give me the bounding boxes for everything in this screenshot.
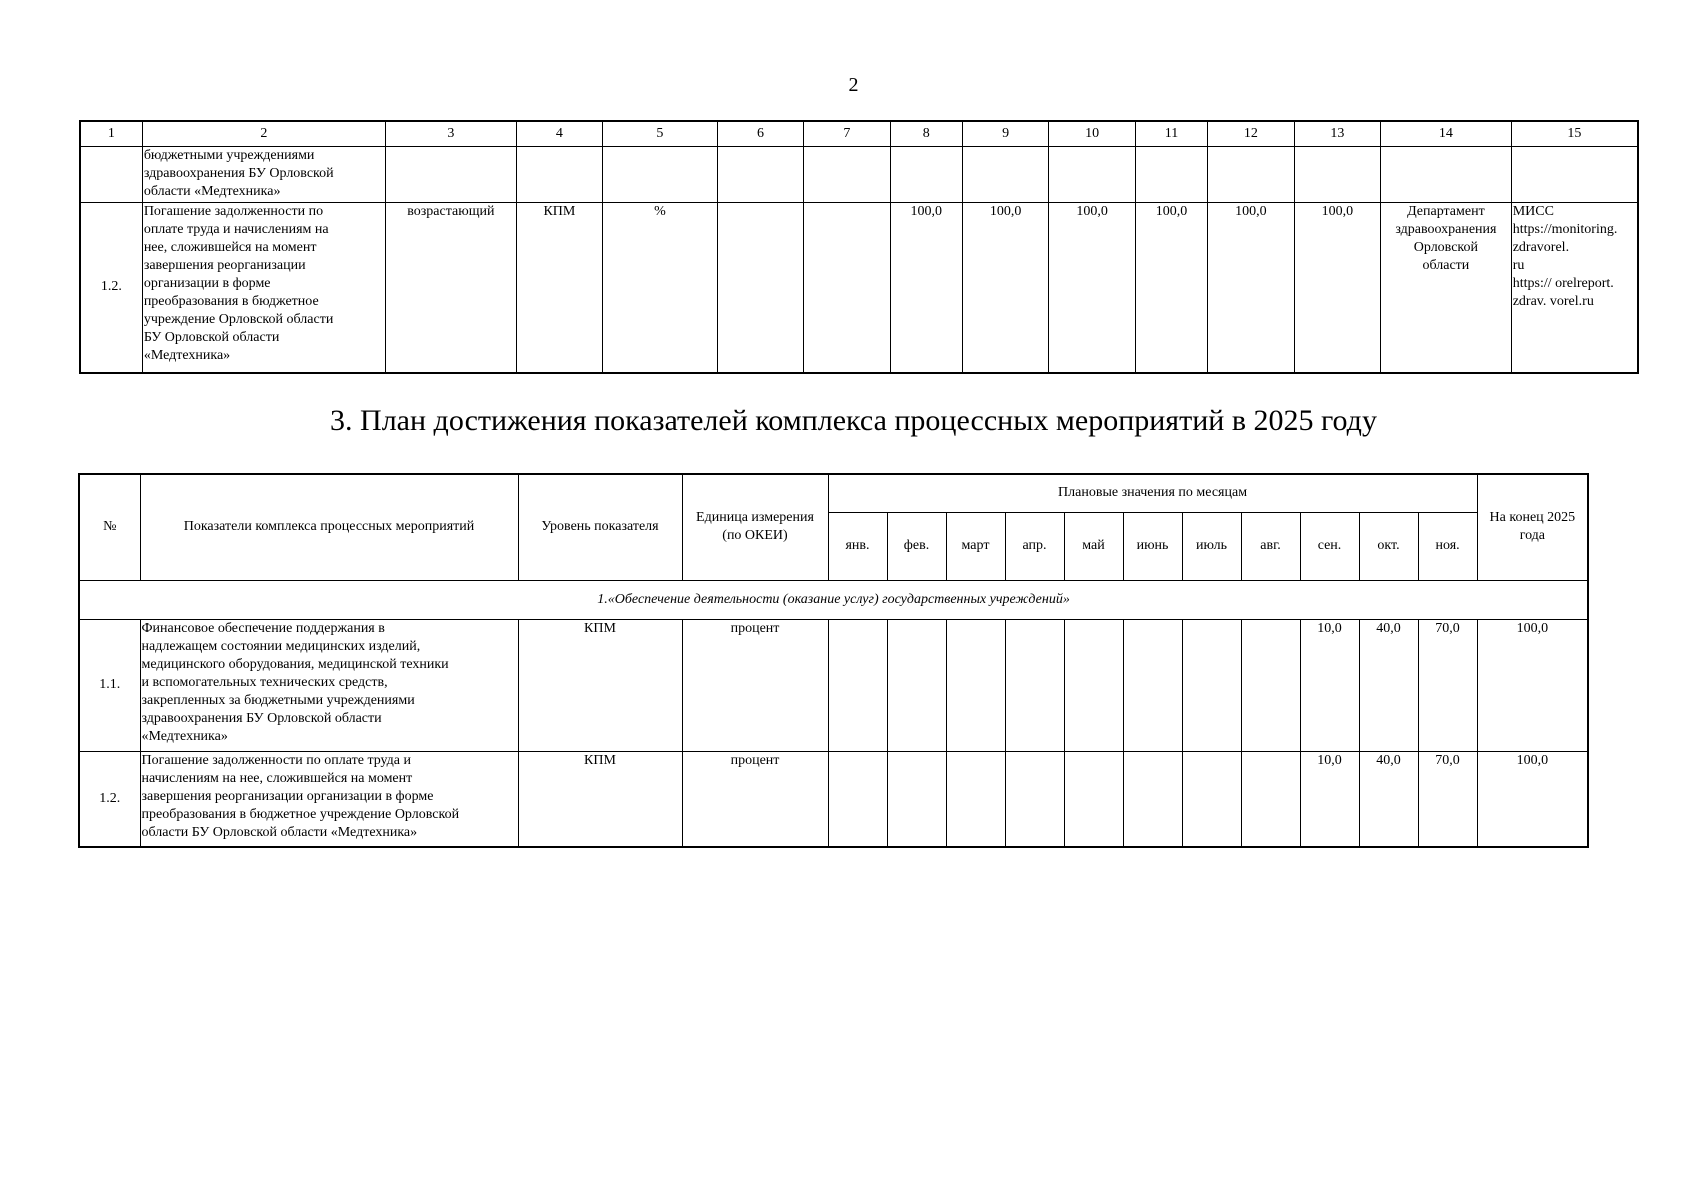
month-value: 40,0 xyxy=(1359,751,1418,847)
measure-unit: процент xyxy=(682,751,828,847)
month-value: 10,0 xyxy=(1300,751,1359,847)
month-header: апр. xyxy=(1005,512,1064,580)
info-source xyxy=(1511,147,1638,203)
column-number: 12 xyxy=(1208,121,1294,147)
month-value xyxy=(1182,619,1241,751)
month-value xyxy=(1182,751,1241,847)
month-header: янв. xyxy=(828,512,887,580)
indicators-continuation-table xyxy=(79,120,1639,374)
row-number: 1.2. xyxy=(80,203,142,373)
column-number: 15 xyxy=(1511,121,1638,147)
indicator-level: возрастающий xyxy=(386,203,517,373)
month-value: 40,0 xyxy=(1359,619,1418,751)
column-number: 13 xyxy=(1294,121,1380,147)
month-value xyxy=(1123,619,1182,751)
month-value xyxy=(887,751,946,847)
cell-10 xyxy=(1049,147,1135,203)
month-header: март xyxy=(946,512,1005,580)
cell-9: 100,0 xyxy=(962,203,1048,373)
column-number: 4 xyxy=(516,121,602,147)
col-header-level: Уровень показателя xyxy=(518,474,682,580)
month-header: ноя. xyxy=(1418,512,1477,580)
monthly-plan-table xyxy=(78,473,1589,848)
month-header: авг. xyxy=(1241,512,1300,580)
group-row xyxy=(79,580,1588,619)
responsible-body xyxy=(1381,147,1512,203)
table-row xyxy=(80,147,1638,203)
month-value xyxy=(946,619,1005,751)
column-number: 3 xyxy=(386,121,517,147)
table-row xyxy=(80,203,1638,373)
indicator-type xyxy=(516,147,602,203)
month-header: сен. xyxy=(1300,512,1359,580)
indicator-type: КПМ xyxy=(516,203,602,373)
table-row xyxy=(79,619,1588,751)
indicator-name: Финансовое обеспечение поддержания в надлежащем состоянии медицинских изделий, медицинского оборудования, медицинской техники и вспомогательных технических средств, закрепленных за бюджетными учреждениями здравоохранения БУ Орловской области «Медтехника» xyxy=(140,619,518,751)
row-number: 1.2. xyxy=(79,751,140,847)
month-value xyxy=(1241,619,1300,751)
column-number-row xyxy=(80,121,1638,147)
cell-12 xyxy=(1208,147,1294,203)
month-value xyxy=(1241,751,1300,847)
month-value xyxy=(1123,751,1182,847)
column-number: 7 xyxy=(804,121,890,147)
month-value xyxy=(828,751,887,847)
column-number: 1 xyxy=(80,121,142,147)
year-end-value: 100,0 xyxy=(1477,751,1588,847)
row-number: 1.1. xyxy=(79,619,140,751)
group-title: 1.«Обеспечение деятельности (оказание услуг) государственных учреждений» xyxy=(79,580,1588,619)
cell-8 xyxy=(890,147,962,203)
info-source: МИСС https://monitoring. zdravorel. ru https:// orelreport. zdrav. vorel.ru xyxy=(1511,203,1638,373)
cell-6 xyxy=(717,147,803,203)
year-end-value: 100,0 xyxy=(1477,619,1588,751)
indicator-level xyxy=(386,147,517,203)
column-number: 9 xyxy=(962,121,1048,147)
month-header: июнь xyxy=(1123,512,1182,580)
cell-7 xyxy=(804,203,890,373)
col-header-planned-values: Плановые значения по месяцам xyxy=(828,474,1477,512)
column-number: 11 xyxy=(1135,121,1207,147)
month-header: фев. xyxy=(887,512,946,580)
month-header: окт. xyxy=(1359,512,1418,580)
cell-13 xyxy=(1294,147,1380,203)
column-number: 6 xyxy=(717,121,803,147)
indicator-name: Погашение задолженности по оплате труда и начислениям на нее, сложившейся на момент завершения реорганизации организации в форме преобразования в бюджетное учреждение Орловской области БУ Орловской области «Медтехника» xyxy=(140,751,518,847)
indicator-level: КПМ xyxy=(518,619,682,751)
month-header: июль xyxy=(1182,512,1241,580)
measure-unit: % xyxy=(603,203,718,373)
indicator-level: КПМ xyxy=(518,751,682,847)
cell-11: 100,0 xyxy=(1135,203,1207,373)
column-number: 14 xyxy=(1381,121,1512,147)
section-title: 3. План достижения показателей комплекса процессных мероприятий в 2025 году xyxy=(330,404,1377,437)
measure-unit: процент xyxy=(682,619,828,751)
indicator-name: Погашение задолженности по оплате труда и начислениям на нее, сложившейся на момент завершения реорганизации организации в форме преобразования в бюджетное учреждение Орловской области БУ Орловской области «Медтехника» xyxy=(142,203,385,373)
col-header-number: № xyxy=(79,474,140,580)
measure-unit xyxy=(603,147,718,203)
responsible-body: Департамент здравоохранения Орловской области xyxy=(1381,203,1512,373)
cell-13: 100,0 xyxy=(1294,203,1380,373)
cell-6 xyxy=(717,203,803,373)
cell-12: 100,0 xyxy=(1208,203,1294,373)
column-number: 2 xyxy=(142,121,385,147)
month-value xyxy=(1064,619,1123,751)
cell-11 xyxy=(1135,147,1207,203)
cell-8: 100,0 xyxy=(890,203,962,373)
month-value xyxy=(887,619,946,751)
column-number: 10 xyxy=(1049,121,1135,147)
month-value xyxy=(1005,619,1064,751)
month-value: 70,0 xyxy=(1418,751,1477,847)
table-row xyxy=(79,751,1588,847)
col-header-unit: Единица измерения (по ОКЕИ) xyxy=(682,474,828,580)
month-value xyxy=(1005,751,1064,847)
month-value: 10,0 xyxy=(1300,619,1359,751)
cell-10: 100,0 xyxy=(1049,203,1135,373)
column-number: 5 xyxy=(603,121,718,147)
month-value xyxy=(1064,751,1123,847)
header-row xyxy=(79,474,1588,512)
col-header-year-end: На конец 2025 года xyxy=(1477,474,1588,580)
month-value xyxy=(828,619,887,751)
month-value xyxy=(946,751,1005,847)
month-value: 70,0 xyxy=(1418,619,1477,751)
cell-7 xyxy=(804,147,890,203)
cell-9 xyxy=(962,147,1048,203)
month-header: май xyxy=(1064,512,1123,580)
column-number: 8 xyxy=(890,121,962,147)
page-number: 2 xyxy=(848,74,859,96)
indicator-name: бюджетными учреждениями здравоохранения БУ Орловской области «Медтехника» xyxy=(142,147,385,203)
col-header-indicators: Показатели комплекса процессных мероприятий xyxy=(140,474,518,580)
row-number xyxy=(80,147,142,203)
